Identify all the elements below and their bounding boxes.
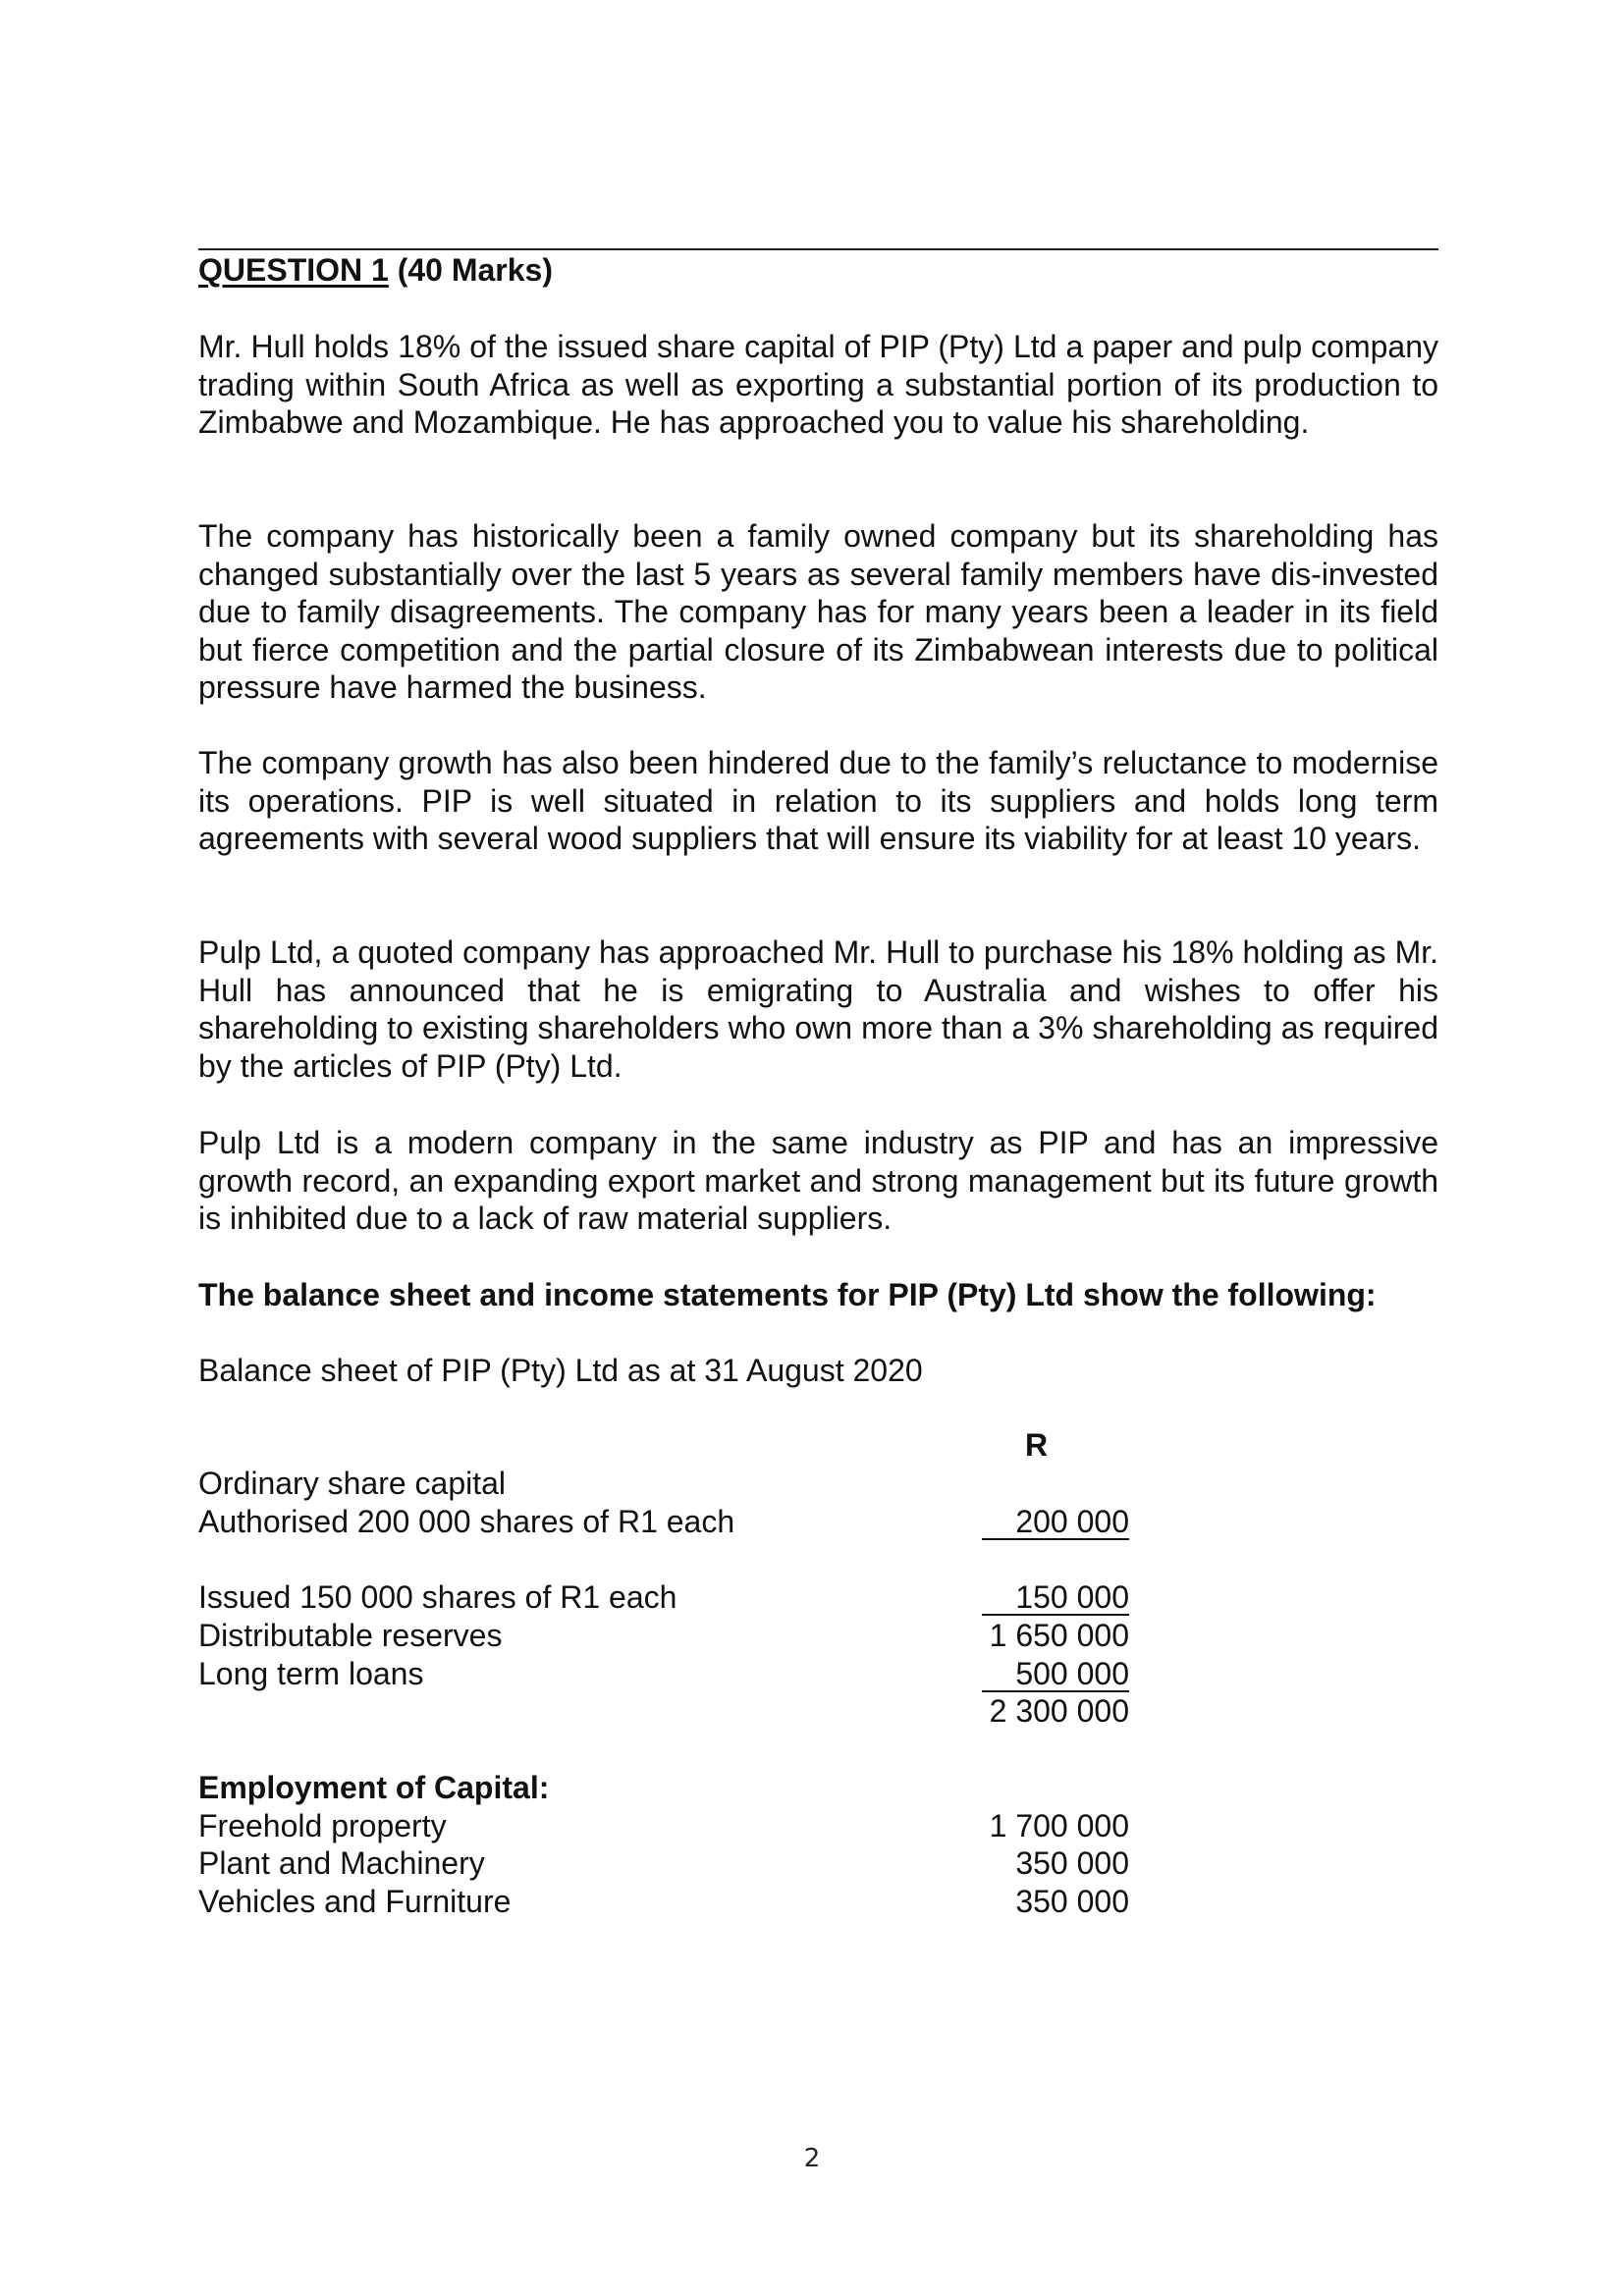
row-amount: 1 650 000 [989, 1618, 1129, 1653]
balance-row-total [198, 1692, 1141, 1731]
row-label: Authorised 200 000 shares of R1 each [198, 1504, 735, 1539]
row-label: Freehold property [198, 1808, 447, 1843]
employment-heading-row [198, 1769, 1141, 1807]
row-amount: 200 000 [982, 1503, 1129, 1540]
statements-heading: The balance sheet and income statements for PIP (Pty) Ltd show the following: [198, 1277, 1377, 1312]
question-title [198, 251, 1438, 290]
header-rule [198, 248, 1438, 250]
row-label: Vehicles and Furniture [198, 1884, 512, 1919]
row-label: Ordinary share capital [198, 1466, 507, 1501]
employment-row-plant [198, 1844, 1141, 1883]
paragraph-offer: Pulp Ltd, a quoted company has approached Mr. Hull to purchase his 18% holding as Mr. Hull has announced that he is emigrating to Australia and wishes to offer his shareholding to existing shareholders who own more than a 3% shareholding as required by the articles of PIP (Pty) Ltd. [198, 934, 1438, 1084]
currency-column-header: R [1025, 1427, 1049, 1463]
paragraph-intro: Mr. Hull holds 18% of the issued share capital of PIP (Pty) Ltd a paper and pulp company trading within South Africa as well as exporting a substantial portion of its production to Zimbabwe and Mozambique. He has approached you to value his shareholding. [198, 329, 1438, 440]
page-number: 2 [803, 2144, 821, 2173]
balance-row-authorised [198, 1503, 1141, 1541]
row-amount: 150 000 [982, 1578, 1129, 1616]
row-label: Plant and Machinery [198, 1845, 485, 1881]
employment-row-freehold [198, 1807, 1141, 1845]
row-label: Long term loans [198, 1656, 424, 1691]
paragraph-growth: The company growth has also been hindered due to the family’s reluctance to modernise its operations. PIP is well situated in relation to its suppliers and holds long term agreements with several wood suppliers that will ensure its viability for at least 10 years. [198, 745, 1438, 856]
employment-row-vehicles [198, 1883, 1141, 1921]
row-amount: 500 000 [982, 1655, 1129, 1692]
employment-heading: Employment of Capital: [198, 1770, 550, 1805]
question-marks: (40 Marks) [388, 252, 553, 288]
paragraph-pulp-ltd: Pulp Ltd is a modern company in the same industry as PIP and has an impressive growth record, an expanding export market and strong management but its future growth is inhibited due to a lack of raw material suppliers. [198, 1125, 1438, 1236]
question-number: QUESTION 1 [198, 252, 389, 288]
row-total-amount: 2 300 000 [989, 1693, 1129, 1729]
row-amount: 350 000 [1015, 1884, 1129, 1919]
row-amount: 1 700 000 [989, 1808, 1129, 1843]
row-label: Issued 150 000 shares of R1 each [198, 1579, 677, 1615]
balance-row-issued [198, 1578, 1141, 1617]
row-amount: 350 000 [1015, 1845, 1129, 1881]
paragraph-history: The company has historically been a family owned company but its shareholding has changed substantially over the last 5 years as several family members have dis-invested due to family disagreements. The company has for many years been a leader in its field but fierce competition and the partial closure of its Zimbabwean interests due to political pressure have harmed the business. [198, 518, 1438, 705]
balance-row-long-term-loans [198, 1655, 1141, 1693]
balance-row-distributable-reserves [198, 1617, 1141, 1655]
balance-sheet-title: Balance sheet of PIP (Pty) Ltd as at 31 August 2020 [198, 1353, 923, 1388]
balance-row-ordinary-share-capital [198, 1465, 1141, 1503]
row-label: Distributable reserves [198, 1618, 503, 1653]
